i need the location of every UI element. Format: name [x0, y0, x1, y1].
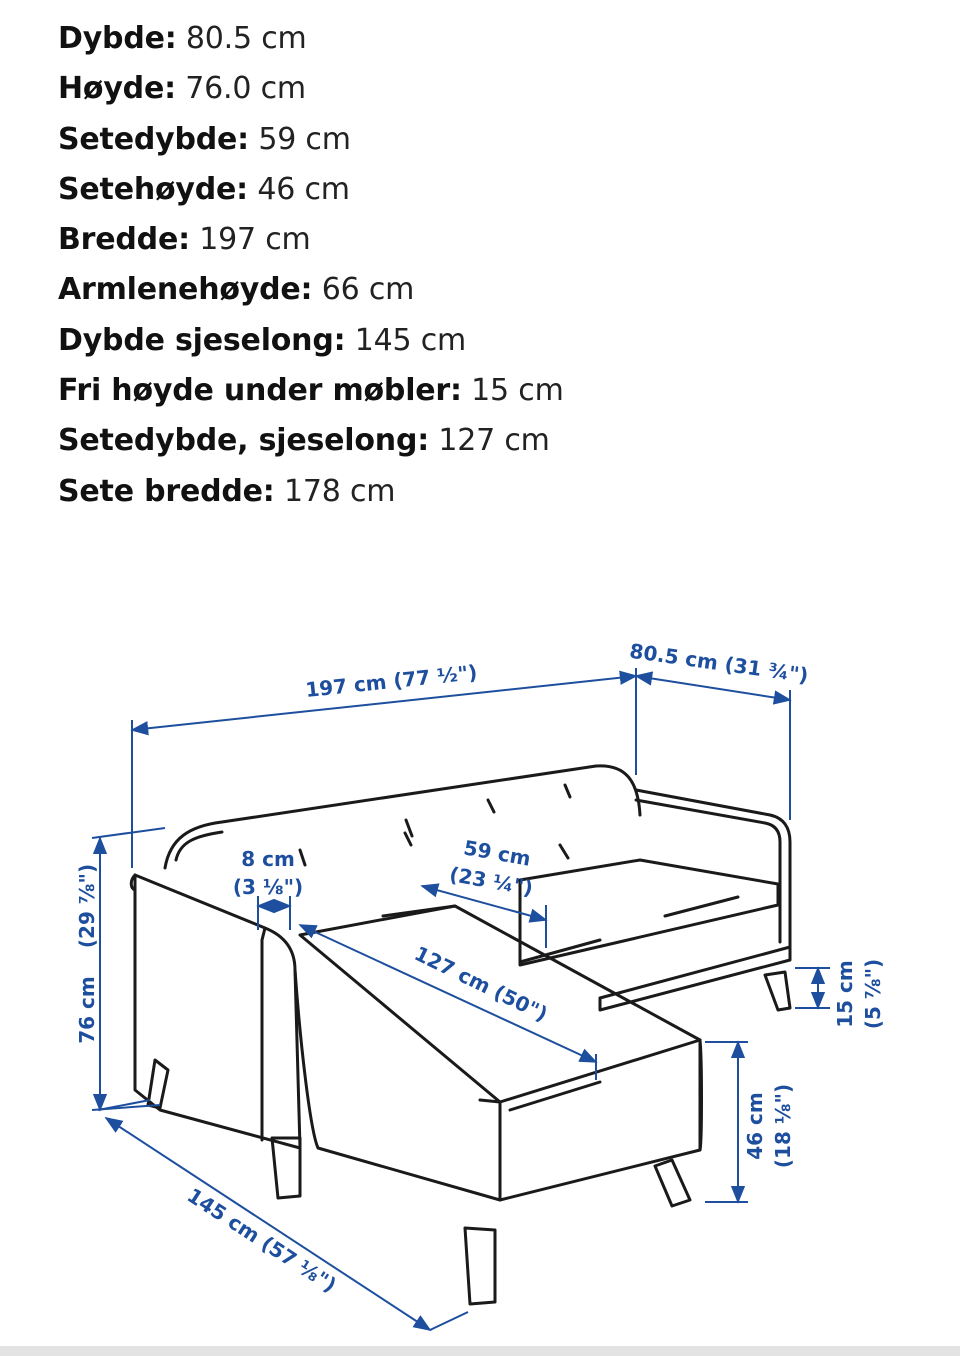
- spec-row: [58, 366, 564, 416]
- spec-label: Bredde:: [58, 222, 190, 258]
- arm-width-cm-label: 8 cm: [241, 847, 295, 871]
- spec-value: 178 cm: [283, 473, 396, 509]
- spec-row: [58, 467, 564, 517]
- spec-label: Setedybde, sjeselong:: [58, 423, 430, 459]
- spec-value: 76.0 cm: [185, 71, 306, 107]
- spec-label: Dybde sjeselong:: [58, 322, 346, 358]
- bottom-divider: [0, 1346, 960, 1356]
- sofa-dimension-diagram: [0, 600, 960, 1356]
- spec-row: [58, 316, 564, 366]
- seat-depth-cm-label: 59 cm: [461, 835, 533, 871]
- seat-depth-in-label: (23 ¼"): [447, 861, 535, 901]
- chaise-seat-depth-label: 127 cm (50"): [410, 941, 552, 1027]
- depth-label: 80.5 cm (31 ¾"): [628, 638, 810, 688]
- chaise-depth-dimension-line: [106, 1118, 430, 1330]
- chaise-depth-label: 145 cm (57 ⅛"): [182, 1183, 341, 1298]
- seat-height-cm-label: 46 cm: [743, 1092, 767, 1160]
- height-cm-label: 76 cm: [75, 976, 99, 1044]
- spec-value: 15 cm: [471, 373, 564, 409]
- spec-row: [58, 115, 564, 165]
- spec-row: [58, 416, 564, 466]
- spec-row: [58, 165, 564, 215]
- spec-value: 197 cm: [199, 222, 311, 258]
- clearance-in-label: (5 ⅞"): [861, 958, 885, 1030]
- clearance-cm-label: 15 cm: [833, 960, 857, 1028]
- spec-row: [58, 265, 564, 315]
- spec-label: Armlenehøyde:: [58, 272, 313, 308]
- height-in-label: (29 ⅞"): [75, 863, 99, 949]
- spec-label: Dybde:: [58, 21, 177, 56]
- dimension-lines: [92, 668, 830, 1330]
- width-label: 197 cm (77 ½"): [304, 660, 479, 702]
- spec-value: 46 cm: [257, 171, 350, 207]
- spec-label: Setehøyde:: [58, 171, 248, 207]
- spec-value: 66 cm: [321, 272, 415, 308]
- spec-label: Setedybde:: [58, 121, 249, 157]
- spec-value: 145 cm: [354, 322, 467, 358]
- spec-label: Sete bredde:: [58, 473, 275, 509]
- seat-height-in-label: (18 ⅛"): [771, 1083, 795, 1169]
- spec-list: [58, 14, 564, 517]
- chaise-seat-depth-dimension-line: [300, 925, 596, 1062]
- arm-width-in-label: (3 ⅛"): [232, 875, 304, 899]
- spec-label: Fri høyde under møbler:: [58, 373, 462, 409]
- spec-row: [58, 14, 564, 64]
- spec-value: 59 cm: [258, 121, 351, 157]
- spec-value: 127 cm: [438, 423, 550, 459]
- spec-label: Høyde:: [58, 71, 176, 107]
- spec-value: 80.5 cm: [185, 21, 307, 56]
- spec-row: [58, 215, 564, 265]
- spec-row: [58, 64, 564, 114]
